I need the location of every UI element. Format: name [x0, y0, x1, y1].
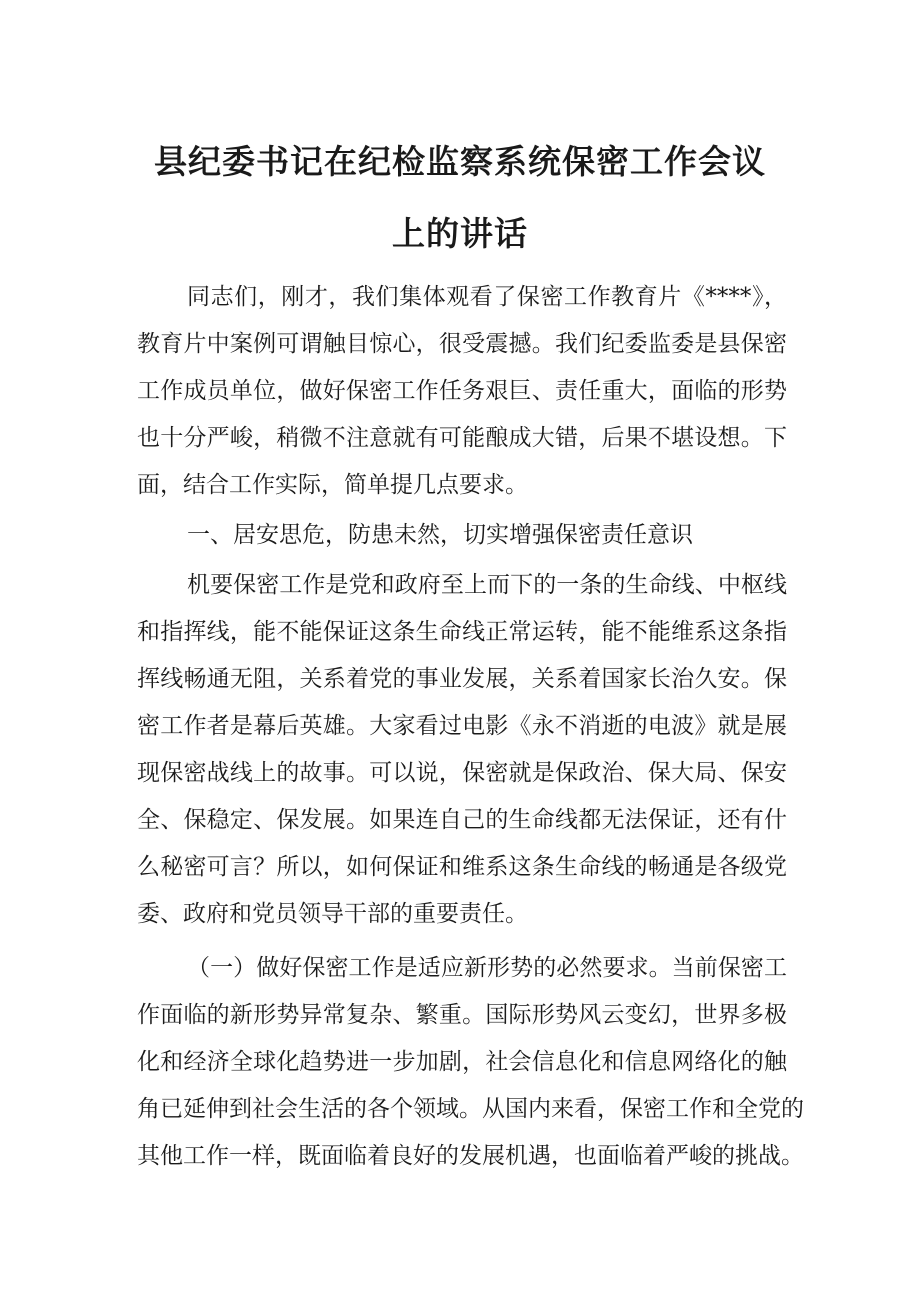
text-line: 作面临的新形势异常复杂、繁重。国际形势风云变幻，世界多极 — [137, 1002, 787, 1028]
text-line: 角已延伸到社会生活的各个领域。从国内来看，保密工作和全党的 — [137, 1096, 804, 1122]
text-line: 现保密战线上的故事。可以说，保密就是保政治、保大局、保安 — [137, 760, 787, 786]
text-line: 教育片中案例可谓触目惊心，很受震撼。我们纪委监委是县保密 — [137, 331, 787, 357]
text-line: 委、政府和党员领导干部的重要责任。 — [137, 901, 528, 927]
text-line: 全、保稳定、保发展。如果连自己的生命线都无法保证，还有什 — [137, 807, 787, 833]
text-line: 密工作者是幕后英雄。大家看过电影《永不消逝的电波》就是展 — [137, 713, 787, 739]
title-line-2: 上的讲话 — [392, 214, 528, 253]
text-line: 化和经济全球化趋势进一步加剧，社会信息化和信息网络化的触 — [137, 1049, 787, 1075]
text-line: 机要保密工作是党和政府至上而下的一条的生命线、中枢线 — [187, 572, 787, 598]
title-line-1: 县纪委书记在纪检监察系统保密工作会议 — [154, 142, 766, 181]
text-line: 么秘密可言？所以，如何保证和维系这条生命线的畅通是各级党 — [137, 854, 787, 880]
text-line: 挥线畅通无阻，关系着党的事业发展，关系着国家长治久安。保 — [137, 666, 787, 692]
section-heading: 一、居安思危，防患未然，切实增强保密责任意识 — [187, 522, 693, 548]
text-line: 其他工作一样，既面临着良好的发展机遇，也面临着严峻的挑战。 — [137, 1143, 804, 1169]
text-line: 和指挥线，能不能保证这条生命线正常运转，能不能维系这条指 — [137, 619, 787, 645]
text-line: （一）做好保密工作是适应新形势的必然要求。当前保密工 — [187, 955, 787, 981]
text-line: 也十分严峻，稍微不注意就有可能酿成大错，后果不堪设想。下 — [137, 425, 787, 451]
text-line: 同志们，刚才，我们集体观看了保密工作教育片《****》， — [187, 284, 787, 310]
text-line: 工作成员单位，做好保密工作任务艰巨、责任重大，面临的形势 — [137, 378, 787, 404]
text-line: 面，结合工作实际，简单提几点要求。 — [137, 472, 528, 498]
